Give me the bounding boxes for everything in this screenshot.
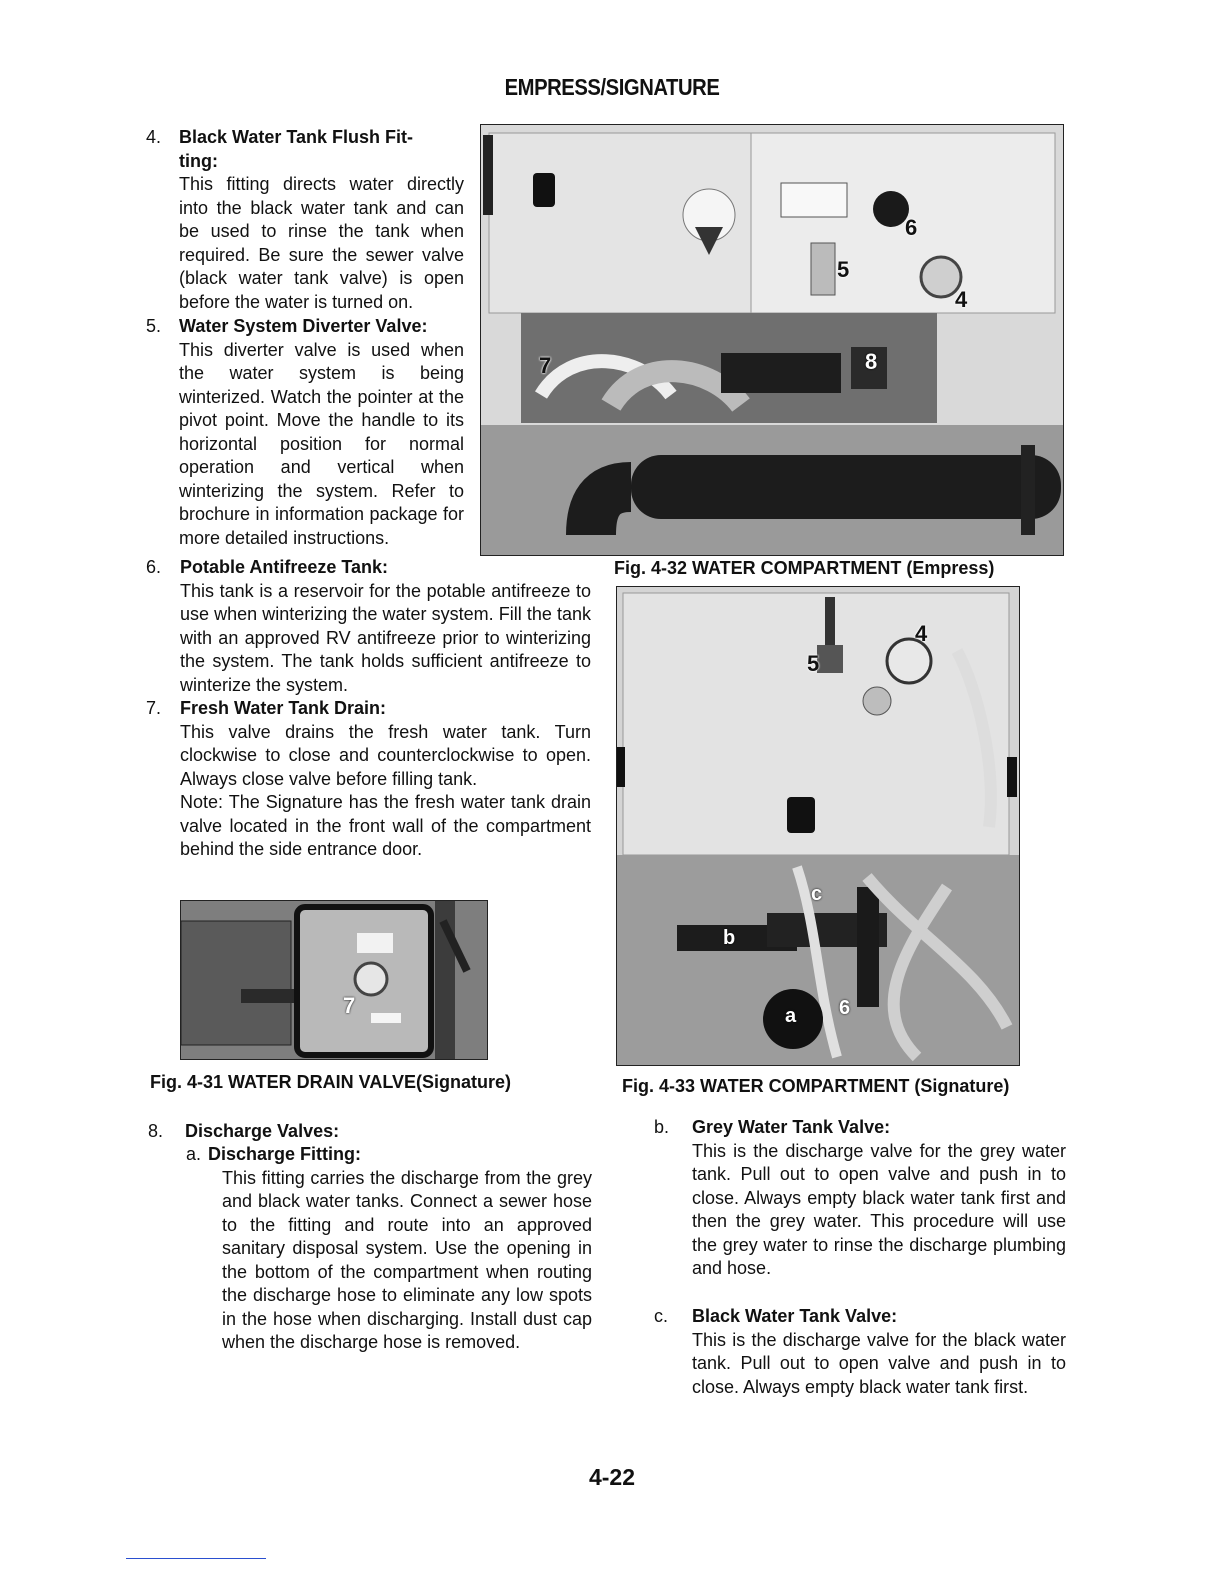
fig-33-callout-4: 4: [915, 621, 928, 646]
item-4-number: 4.: [146, 127, 162, 147]
fig-33-caption: Fig. 4-33 WATER COMPARTMENT (Signature): [622, 1076, 1010, 1096]
item-a: [186, 1143, 592, 1355]
fig-31-callout-7: 7: [343, 993, 356, 1018]
fig-31-illustration: [181, 901, 487, 1059]
page-header: EMPRESS/SIGNATURE: [504, 74, 720, 100]
fig-33-callout-c: c: [811, 883, 823, 905]
item-b-letter: b.: [654, 1117, 670, 1137]
fig-31-caption: Fig. 4-31 WATER DRAIN VALVE(Signature): [150, 1072, 512, 1092]
item-a-title: Discharge Fitting:: [208, 1144, 362, 1164]
item-7-number: 7.: [146, 698, 162, 718]
fig-33-callout-5: 5: [807, 651, 820, 676]
item-7-title: Fresh Water Tank Drain:: [180, 698, 387, 718]
fig-32-photo: [480, 124, 1064, 556]
item-5-title: Water System Diverter Valve:: [179, 316, 428, 336]
item-a-body: This fitting carries the discharge from the grey and black water tanks. Connect a sewer hose to the fitting and route into an approved sanitary disposal system. Use the opening in the bottom of the compartment when routing the discharge hose to eliminate any low spots in the hose when discharging. Install dust cap when the discharge hose is removed.: [222, 1167, 592, 1352]
fig-32-illustration: [481, 125, 1063, 555]
item-7-body: This valve drains the fresh water tank. Turn clockwise to close and counterclockwise to open. Always close valve before filling tank.: [180, 721, 591, 789]
fig-32-callout-7: 7: [539, 353, 552, 378]
item-5: [146, 315, 464, 550]
item-6: [146, 556, 591, 697]
footer-rule: [126, 1558, 266, 1559]
item-4-title-line2: ting:: [179, 150, 218, 171]
fig-32-callout-4: 4: [955, 287, 968, 312]
page-number: 4-22: [588, 1464, 636, 1490]
item-8: [148, 1120, 598, 1144]
fig-33-photo: [616, 586, 1020, 1066]
item-4: [146, 126, 464, 314]
item-5-number: 5.: [146, 316, 162, 336]
fig-32-caption: Fig. 4-32 WATER COMPARTMENT (Empress): [614, 558, 995, 578]
item-b-body: This is the discharge valve for the grey water tank. Pull out to open valve and push in to close. Always empty black water tank first and then the grey water. This procedure will use the grey water to rinse the discharge plumbing and hose.: [692, 1140, 1066, 1278]
item-c-letter: c.: [654, 1306, 669, 1326]
item-6-body: This tank is a reservoir for the potable antifreeze to use when winterizing the water system. Fill the tank with an approved RV antifreeze prior to winterizing the system. The tank holds sufficient antifreeze to winterize the system.: [180, 580, 591, 695]
item-4-title-line1: Black Water Tank Flush Fit-: [179, 127, 414, 147]
item-6-title: Potable Antifreeze Tank:: [180, 557, 389, 577]
fig-32-callout-6: 6: [905, 215, 918, 240]
item-4-body: This fitting directs water directly into the black water tank and can be used to rinse the tank when required. Be sure the sewer valve (black water tank valve) is open before the water is turned on.: [179, 174, 464, 312]
fig-33-callout-b: b: [723, 927, 736, 949]
item-8-title: Discharge Valves:: [185, 1121, 340, 1141]
item-6-number: 6.: [146, 557, 162, 577]
item-b-title: Grey Water Tank Valve:: [692, 1117, 891, 1137]
fig-32-callout-8: 8: [865, 349, 878, 374]
item-5-body: This diverter valve is used when the water system is being winterized. Watch the pointer at the pivot point. Move the handle to its horizontal position for normal operation and vertical when winterizing the system. Refer to brochure in information package for more detailed instructions.: [179, 339, 464, 548]
item-a-letter: a.: [186, 1144, 202, 1164]
item-b: [654, 1116, 1066, 1281]
fig-32-callout-5: 5: [837, 257, 850, 282]
fig-33-callout-a: a: [785, 1005, 797, 1027]
item-7: [146, 697, 591, 862]
item-c: [654, 1305, 1066, 1399]
item-8-number: 8.: [148, 1121, 164, 1141]
fig-31-photo: [180, 900, 488, 1060]
item-c-title: Black Water Tank Valve:: [692, 1306, 898, 1326]
item-7-note: Note: The Signature has the fresh water tank drain valve located in the front wall of the compartment behind the side entrance door.: [180, 792, 591, 859]
fig-33-callout-6: 6: [839, 997, 851, 1019]
item-c-body: This is the discharge valve for the black water tank. Pull out to open valve and push in to close. Always empty black water tank first.: [692, 1329, 1066, 1397]
